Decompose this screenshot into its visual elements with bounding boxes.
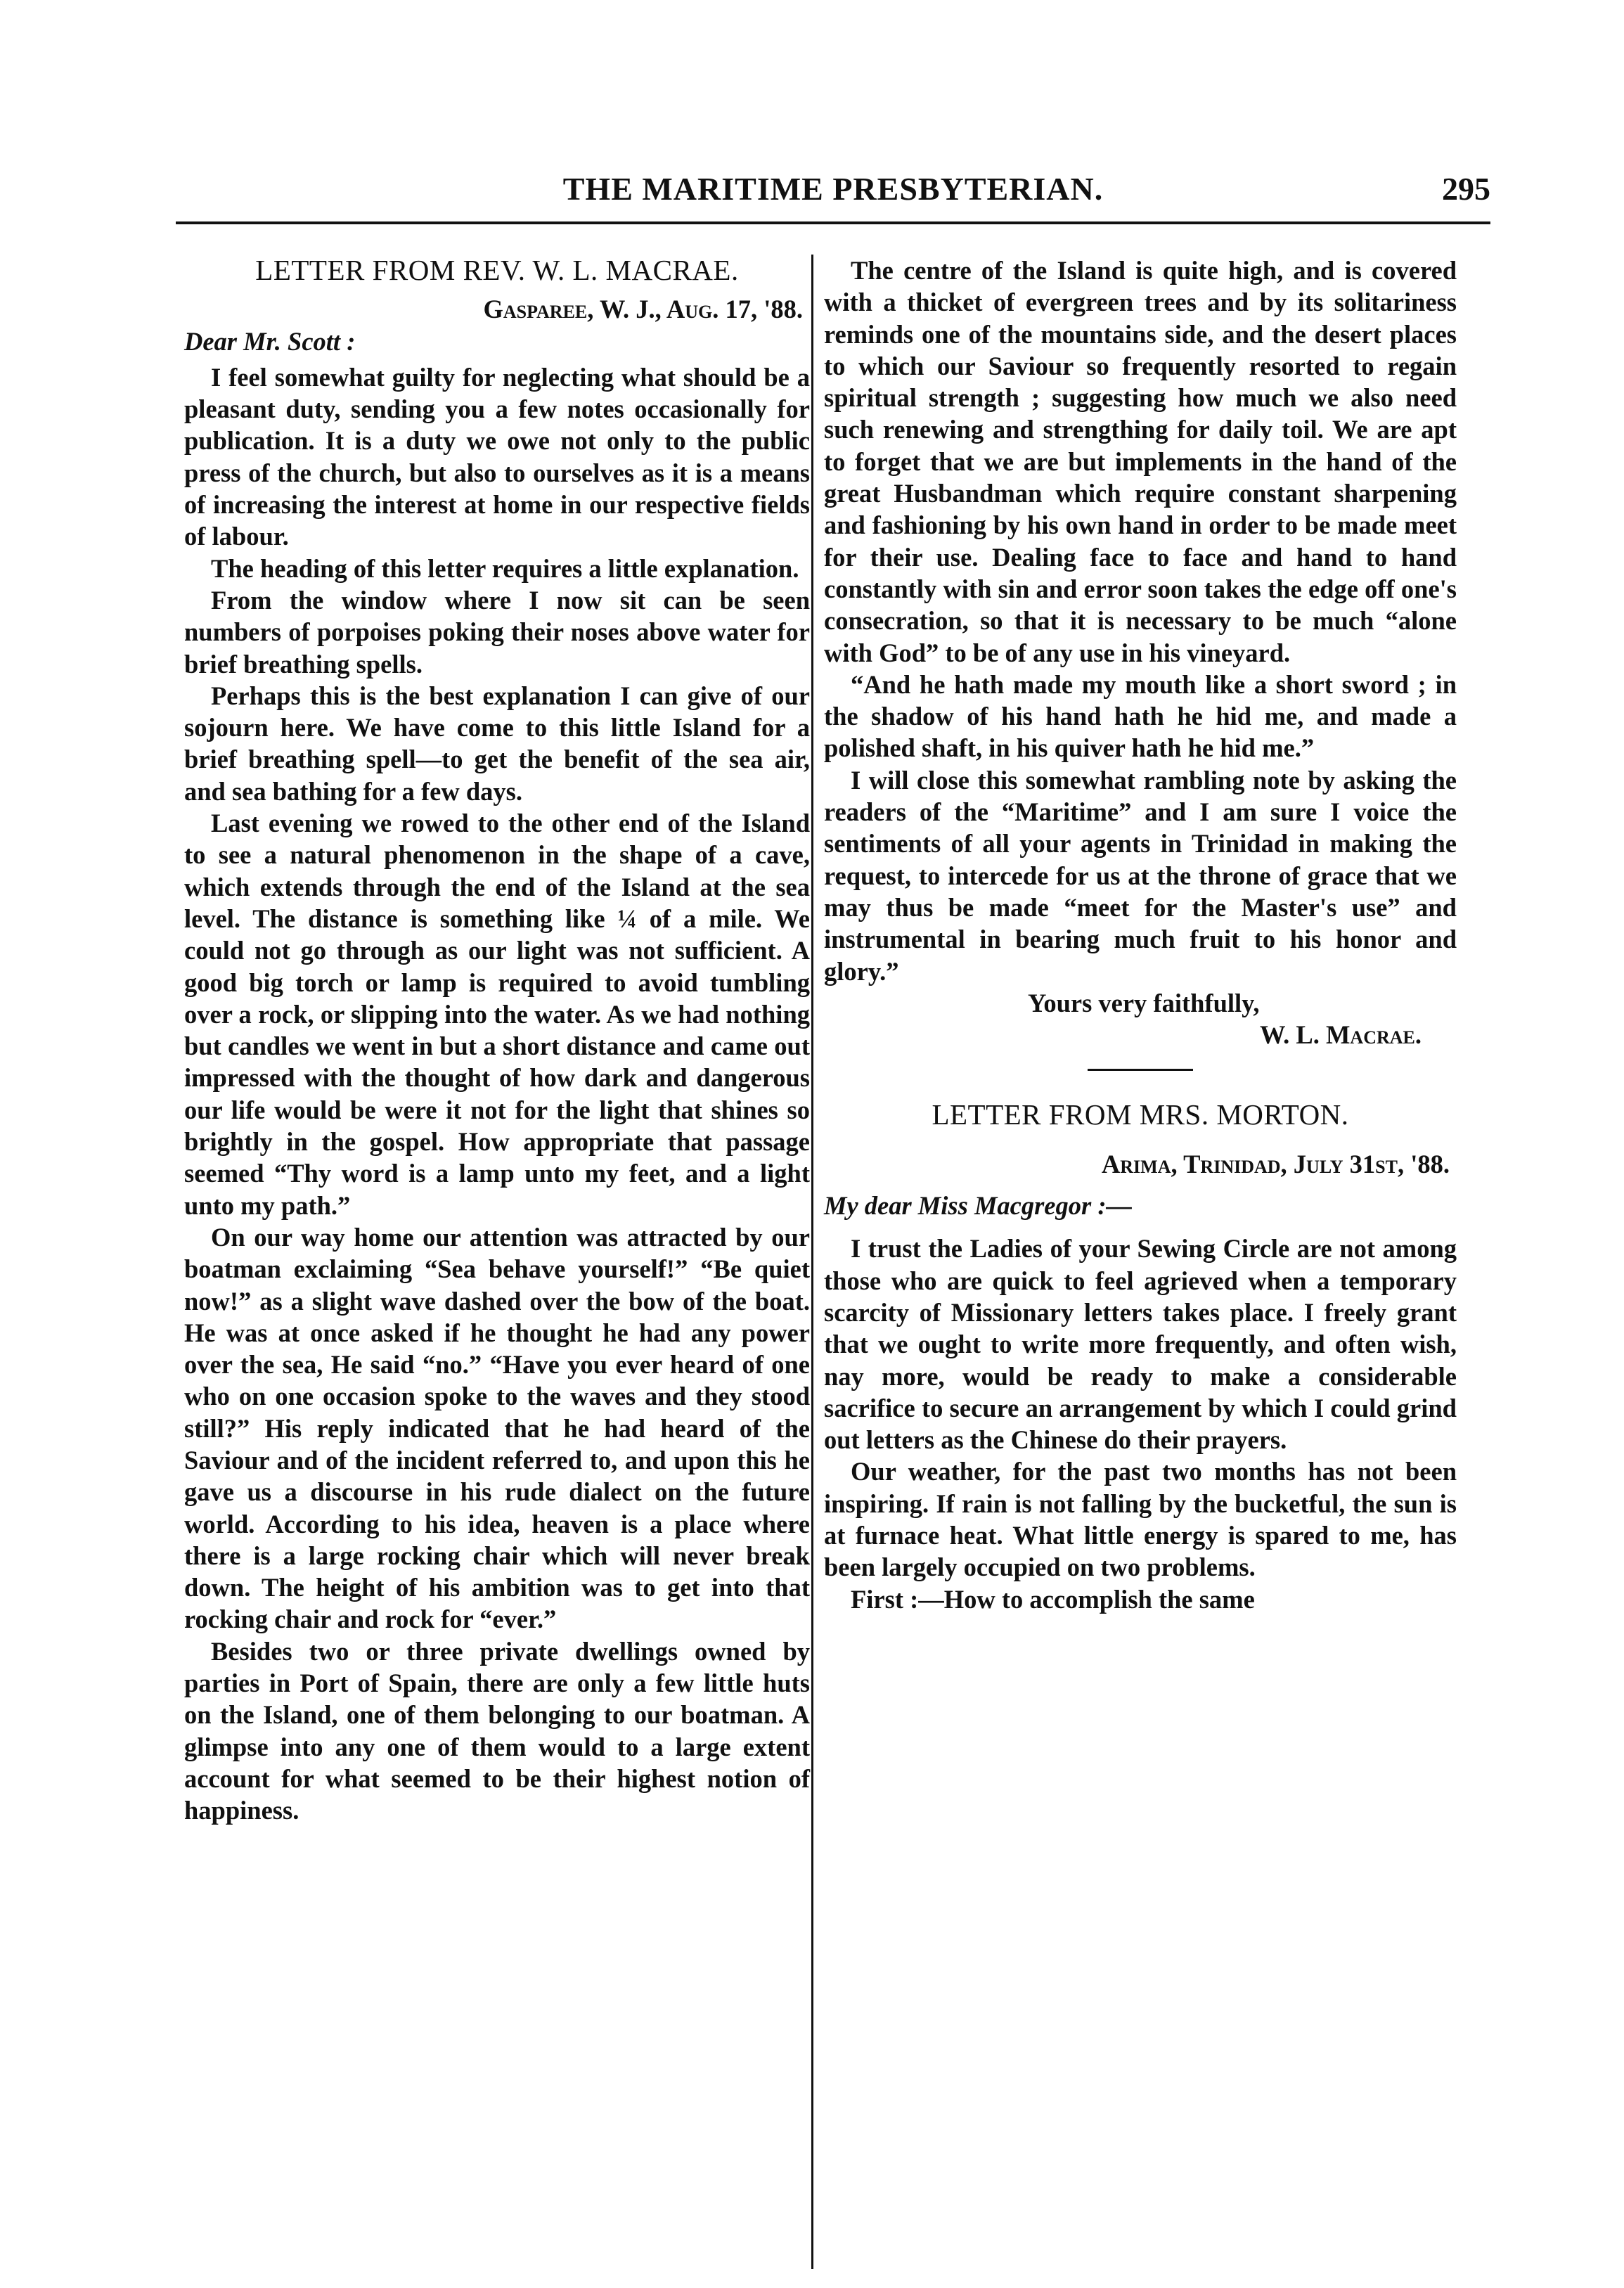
letter-heading: LETTER FROM REV. W. L. MACRAE. [255, 254, 739, 286]
paragraph: Last evening we rowed to the other end of the Island to see a natural phenomenon in the shape of a cave, which extends through the end of the Island at the sea level. The distance is something like ¼ of a mile. We could not go through as our light was not sufficient. A good big torch or lamp is required to avoid tumbling over a rock, or slipping into the water. As we had nothing but candles we went in but a short distance and came out impressed with the thought of how dark and dangerous our life would be were it not for the light that shines so brightly in the gospel. How appropriate that passage seemed “Thy word is a lamp unto my feet, and a light unto my path.” [184, 809, 810, 1220]
letter-dateline: Arima, Trinidad, July 31st, '88. [1101, 1149, 1450, 1178]
letter-closing: Yours very faithfully, [1028, 988, 1260, 1017]
letter-heading: LETTER FROM MRS. MORTON. [932, 1098, 1349, 1131]
paragraph: The heading of this letter requires a little explanation. [211, 553, 799, 583]
letter-salutation: My dear Miss Macgregor :— [824, 1191, 1132, 1221]
paragraph: I trust the Ladies of your Sewing Circle are not among those who are quick to feel agrieved when a temporary scarcity of Missionary letters takes place. I freely grant that we ought to write more frequently, and often wish, nay more, would be ready to make a considerable sacrifice to secure an arrangement by which I could grind out letters as the Chinese do their prayers. [824, 1234, 1457, 1455]
letter-signature: W. L. Macrae. [1259, 1020, 1422, 1050]
paragraph: The centre of the Island is quite high, and is covered with a thicket of evergreen trees and by its solitariness reminds one of the mountains side, and the desert places to which our Saviour so frequently resorted to regain spiritual strength ; suggesting how much we also need such renewing and strengthing for daily toil. We are apt to forget that we are but implements in the hand of the great Husbandman which require constant sharpening and fashioning by his own hand in order to be made meet for their use. Dealing face to face and hand to hand constantly with sin and error soon takes the edge off one's consecration, so that it is necessary to be much “alone with God” to be of any use in his vineyard. [824, 256, 1457, 667]
paragraph: I feel somewhat guilty for neglecting what should be a pleasant duty, sending you a few notes occasionally for publication. It is a duty we owe not only to the public press of the church, but also to ourselves as it is a means of increasing the interest at home in our respective fields of labour. [184, 362, 810, 551]
paragraph: Our weather, for the past two months has not been inspiring. If rain is not falling by the bucketful, the sun is at furnace heat. What little energy is spared to me, has been largely occupied on two problems. [824, 1457, 1457, 1582]
column-divider [811, 255, 813, 2269]
left-column [184, 255, 810, 1827]
paragraph: Besides two or three private dwellings owned by parties in Port of Spain, there are only a few little huts on the Island, one of them belonging to our boatman. A glimpse into any one of them would to a large extent account for what seemed to be their highest notion of happiness. [184, 1636, 810, 1825]
letter-salutation: Dear Mr. Scott : [184, 326, 356, 356]
header-rule [176, 221, 1490, 224]
paragraph: “And he hath made my mouth like a short sword ; in the shadow of his hand hath he hid me, and made a polished shaft, in his quiver hath he hid me.” [824, 669, 1457, 763]
paragraph: First :—How to accomplish the same [851, 1584, 1255, 1614]
paragraph: From the window where I now sit can be seen numbers of porpoises poking their noses above water for brief breathing spells. [184, 585, 810, 679]
running-head [176, 170, 1490, 212]
paragraph: On our way home our attention was attracted by our boatman exclaiming “Sea behave yourself!” “Be quiet now!” as a slight wave dashed over the bow of the boat. He was at once asked if he thought he had any power over the sea, He said “no.” “Have you ever heard of one who on one occasion spoke to the waves and they stood still?” His reply indicated that he had heard of the Saviour and of the incident referred to, and upon this he gave us a discourse in his rude dialect on the future world. According to his idea, heaven is a place where there is a large rocking chair which will never break down. The height of his ambition was to get into that rocking chair and rock for “ever.” [184, 1222, 810, 1634]
section-rule [1088, 1069, 1193, 1071]
letter-dateline: Gasparee, W. J., Aug. 17, '88. [483, 295, 803, 324]
right-column [824, 255, 1457, 1615]
running-title: THE MARITIME PRESBYTERIAN. [562, 171, 1104, 207]
paragraph: I will close this somewhat rambling note by asking the readers of the “Maritime” and I am sure I voice the sentiments of all your agents in Trinidad in making the request, to intercede for us at the throne of grace that we may thus be made “meet for the Master's use” and instrumental in bearing much fruit to his honor and glory.” [824, 765, 1457, 986]
paragraph: Perhaps this is the best explanation I can give of our sojourn here. We have come to this little Island for a brief breathing spell—to get the benefit of the sea air, and sea bathing for a few days. [184, 681, 810, 806]
page-number: 295 [1442, 171, 1490, 207]
